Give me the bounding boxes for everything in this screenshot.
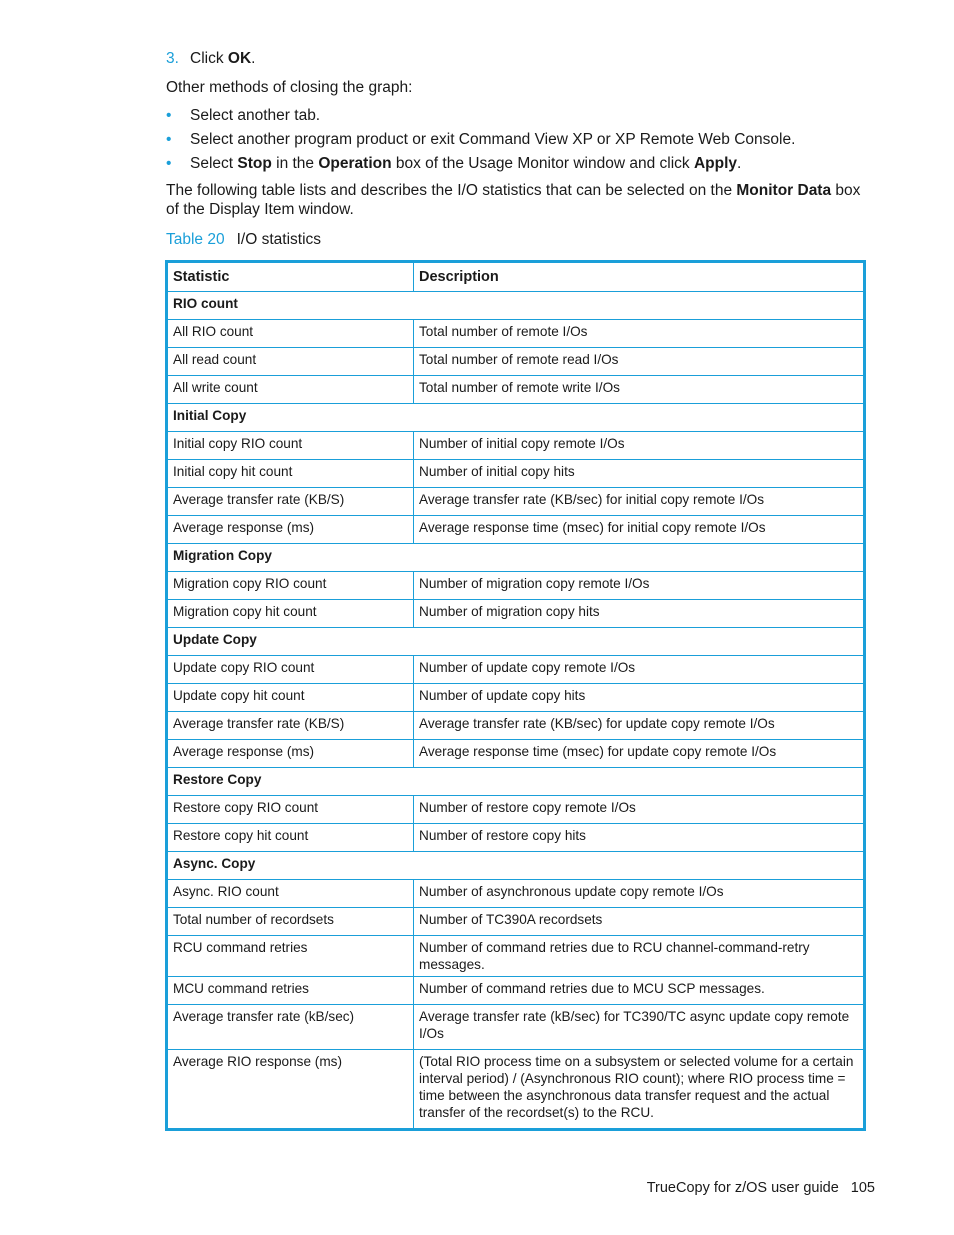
statistic-cell: Update copy RIO count — [167, 656, 414, 684]
page-number: 105 — [850, 1180, 875, 1196]
list-item-text: box of the Usage Monitor window and click — [391, 155, 694, 172]
section-heading: Migration Copy — [167, 544, 865, 572]
section-heading: Async. Copy — [167, 852, 865, 880]
list-item-text: in the — [271, 155, 319, 172]
statistic-cell: Migration copy hit count — [167, 600, 414, 628]
closing-methods-list — [166, 106, 795, 178]
statistic-cell: RCU command retries — [167, 936, 414, 977]
statistic-cell: All RIO count — [167, 320, 414, 348]
table-row — [167, 600, 865, 628]
footer-title: TrueCopy for z/OS user guide — [646, 1180, 839, 1196]
table-row — [167, 1005, 865, 1050]
description-cell: Number of restore copy remote I/Os — [414, 796, 865, 824]
bullet-icon: • — [166, 131, 172, 148]
table-caption — [166, 231, 321, 249]
description-cell: Number of migration copy remote I/Os — [414, 572, 865, 600]
description-cell: Number of update copy hits — [414, 684, 865, 712]
description-cell: Average transfer rate (KB/sec) for update copy remote I/Os — [414, 712, 865, 740]
statistic-cell: Migration copy RIO count — [167, 572, 414, 600]
section-heading: RIO count — [167, 292, 865, 320]
table-row — [167, 796, 865, 824]
section-heading: Restore Copy — [167, 768, 865, 796]
statistic-cell: Restore copy RIO count — [167, 796, 414, 824]
description-cell: Number of command retries due to RCU channel-command-retry messages. — [414, 936, 865, 977]
step-number: 3. — [166, 50, 179, 67]
step-text-suffix: . — [251, 50, 256, 67]
table-row — [167, 908, 865, 936]
table-row — [167, 824, 865, 852]
table-row — [167, 936, 865, 977]
table-row — [167, 880, 865, 908]
intro-text: The following table lists and describes the I/O statistics that can be selected on the — [166, 182, 737, 199]
description-cell: Number of initial copy hits — [414, 460, 865, 488]
table-row — [167, 977, 865, 1005]
statistic-cell: Update copy hit count — [167, 684, 414, 712]
table-row — [167, 740, 865, 768]
column-header-description: Description — [414, 262, 865, 292]
list-item — [166, 154, 795, 178]
operation-label: Operation — [318, 155, 392, 172]
statistic-cell: Restore copy hit count — [167, 824, 414, 852]
description-cell: Number of migration copy hits — [414, 600, 865, 628]
statistic-cell: Async. RIO count — [167, 880, 414, 908]
description-cell: Number of restore copy hits — [414, 824, 865, 852]
table-row — [167, 488, 865, 516]
closing-intro: Other methods of closing the graph: — [166, 79, 413, 96]
list-item-text: . — [737, 155, 742, 172]
statistic-cell: Initial copy RIO count — [167, 432, 414, 460]
table-body — [167, 292, 865, 1130]
io-statistics-table — [165, 260, 866, 1131]
column-header-statistic: Statistic — [167, 262, 414, 292]
statistic-cell: Initial copy hit count — [167, 460, 414, 488]
statistic-cell: Average response (ms) — [167, 516, 414, 544]
monitor-data-label: Monitor Data — [736, 182, 832, 199]
statistic-cell: Average transfer rate (kB/sec) — [167, 1005, 414, 1050]
list-item-text: Select another program product or exit Command View XP or XP Remote Web Console. — [190, 131, 796, 148]
table-row — [167, 376, 865, 404]
section-row — [167, 292, 865, 320]
table-row — [167, 348, 865, 376]
table-row — [167, 572, 865, 600]
description-cell: Number of initial copy remote I/Os — [414, 432, 865, 460]
step-text: Click — [190, 50, 228, 67]
ok-label: OK — [227, 50, 252, 67]
table-row — [167, 460, 865, 488]
bullet-icon: • — [166, 155, 172, 172]
description-cell: Average response time (msec) for update copy remote I/Os — [414, 740, 865, 768]
description-cell: Average response time (msec) for initial copy remote I/Os — [414, 516, 865, 544]
step-3 — [166, 50, 255, 68]
section-heading: Initial Copy — [167, 404, 865, 432]
description-cell: Number of asynchronous update copy remote I/Os — [414, 880, 865, 908]
apply-label: Apply — [693, 155, 738, 172]
section-heading: Update Copy — [167, 628, 865, 656]
statistic-cell: Average RIO response (ms) — [167, 1050, 414, 1130]
description-cell: Total number of remote read I/Os — [414, 348, 865, 376]
description-cell: Number of TC390A recordsets — [414, 908, 865, 936]
statistic-cell: Average response (ms) — [167, 740, 414, 768]
description-cell: (Total RIO process time on a subsystem or selected volume for a certain interval period) / (Asynchronous RIO count); where RIO process time = time between the asynchronous data transfer request and the actual transfer of the recordset(s) to the RCU. — [414, 1050, 865, 1130]
table-row — [167, 1050, 865, 1130]
table-row — [167, 712, 865, 740]
list-item — [166, 130, 795, 154]
section-row — [167, 544, 865, 572]
statistic-cell: Average transfer rate (KB/S) — [167, 488, 414, 516]
statistic-cell: Average transfer rate (KB/S) — [167, 712, 414, 740]
section-row — [167, 628, 865, 656]
table-header-row — [167, 262, 865, 292]
description-cell: Total number of remote write I/Os — [414, 376, 865, 404]
section-row — [167, 768, 865, 796]
list-item-text: Select — [190, 155, 238, 172]
table-row — [167, 516, 865, 544]
table-row — [167, 320, 865, 348]
table-row — [167, 684, 865, 712]
section-row — [167, 852, 865, 880]
table-title: I/O statistics — [236, 231, 322, 248]
description-cell: Average transfer rate (kB/sec) for TC390/TC async update copy remote I/Os — [414, 1005, 865, 1050]
statistic-cell: All read count — [167, 348, 414, 376]
statistic-cell: All write count — [167, 376, 414, 404]
table-row — [167, 432, 865, 460]
page-footer — [647, 1180, 875, 1196]
table-row — [167, 656, 865, 684]
description-cell: Average transfer rate (KB/sec) for initial copy remote I/Os — [414, 488, 865, 516]
list-item — [166, 106, 795, 130]
intro-text-end: box of the Display Item window. — [166, 182, 861, 218]
section-row — [167, 404, 865, 432]
description-cell: Total number of remote I/Os — [414, 320, 865, 348]
table-intro — [166, 181, 866, 219]
description-cell: Number of command retries due to MCU SCP messages. — [414, 977, 865, 1005]
list-item-text: Select another tab. — [190, 107, 321, 124]
table-number: Table 20 — [166, 231, 225, 248]
description-cell: Number of update copy remote I/Os — [414, 656, 865, 684]
statistic-cell: MCU command retries — [167, 977, 414, 1005]
statistic-cell: Total number of recordsets — [167, 908, 414, 936]
bullet-icon: • — [166, 107, 172, 124]
stop-label: Stop — [237, 155, 272, 172]
